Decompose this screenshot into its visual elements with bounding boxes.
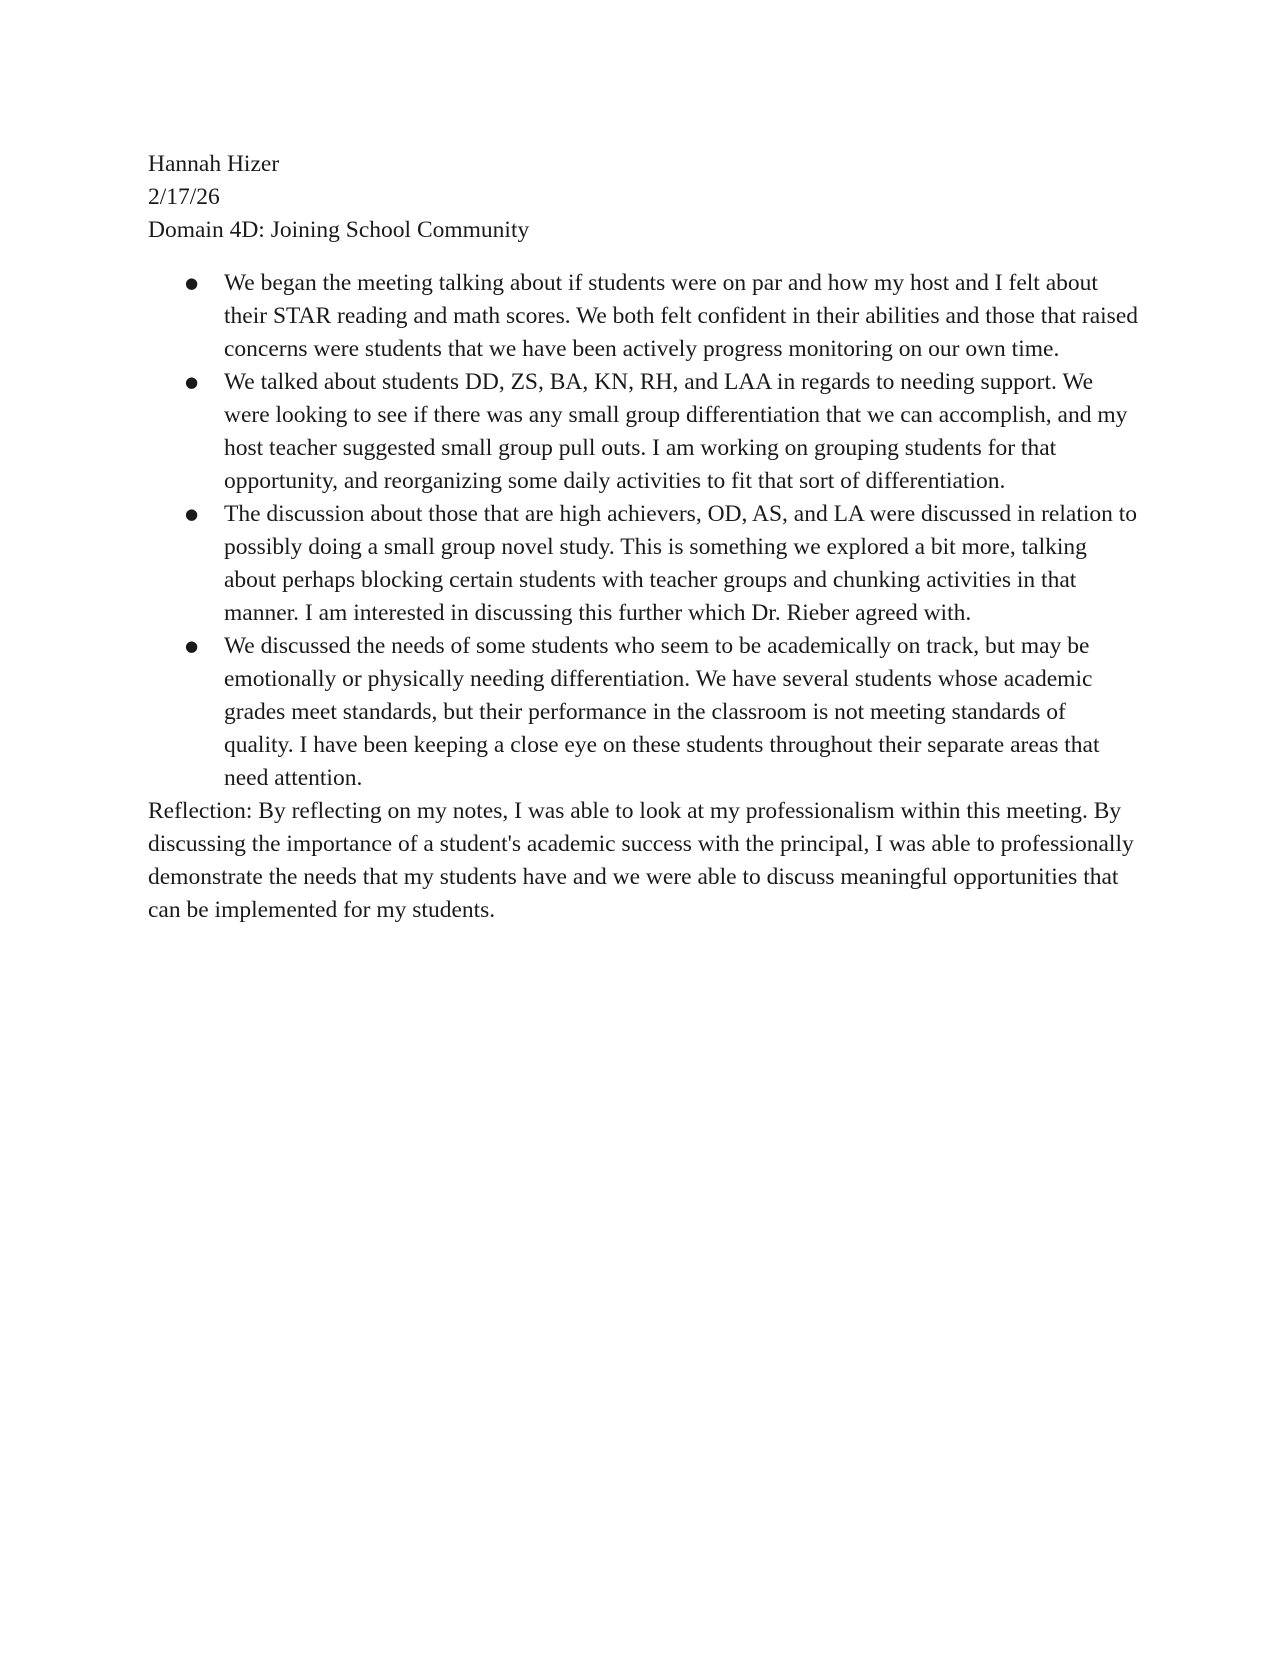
document-title: Domain 4D: Joining School Community: [148, 217, 530, 243]
bullet-icon: ●: [185, 637, 199, 655]
bullet-icon: ●: [185, 274, 199, 292]
meeting-notes-list: [148, 267, 1138, 795]
note-text: We discussed the needs of some students who seem to be academically on track, but may be emotionally or physically needing differentiation. We have several students whose academic grades meet standards, but their performance in the classroom is not meeting standards of quality. I have been keeping a close eye on these students throughout their separate areas that need attention.: [224, 633, 1100, 791]
bullet-icon: ●: [185, 505, 199, 523]
note-item-high-achievers: [148, 498, 1138, 630]
note-text: We talked about students DD, ZS, BA, KN, RH, and LAA in regards to needing support. We were looking to see if there was any small group differentiation that we can accomplish, and my host teacher suggested small group pull outs. I am working on grouping students for that opportunity, and reorganizing some daily activities to fit that sort of differentiation.: [224, 369, 1128, 494]
note-text: The discussion about those that are high achievers, OD, AS, and LA were discussed in relation to possibly doing a small group novel study. This is something we explored a bit more, talking about perhaps blocking certain students with teacher groups and chunking activities in that manner. I am interested in discussing this further which Dr. Rieber agreed with.: [224, 501, 1138, 626]
bullet-icon: ●: [185, 373, 199, 391]
note-item-star-scores: [148, 267, 1138, 366]
author-name: Hannah Hizer: [148, 151, 280, 177]
document-date: 2/17/26: [148, 184, 220, 210]
note-text: We began the meeting talking about if students were on par and how my host and I felt about their STAR reading and math scores. We both felt confident in their abilities and those that raised concerns were students that we have been actively progress monitoring on our own time.: [224, 270, 1139, 362]
reflection-paragraph: Reflection: By reflecting on my notes, I was able to look at my professionalism within this meeting. By discussing the importance of a student's academic success with the principal, I was able to professionally demonstrate the needs that my students have and we were able to discuss meaningful opportunities that can be implemented for my students.: [148, 798, 1134, 923]
document-page: [148, 148, 1138, 927]
note-item-support-needs: [148, 366, 1138, 498]
note-item-emotional-needs: [148, 630, 1138, 795]
